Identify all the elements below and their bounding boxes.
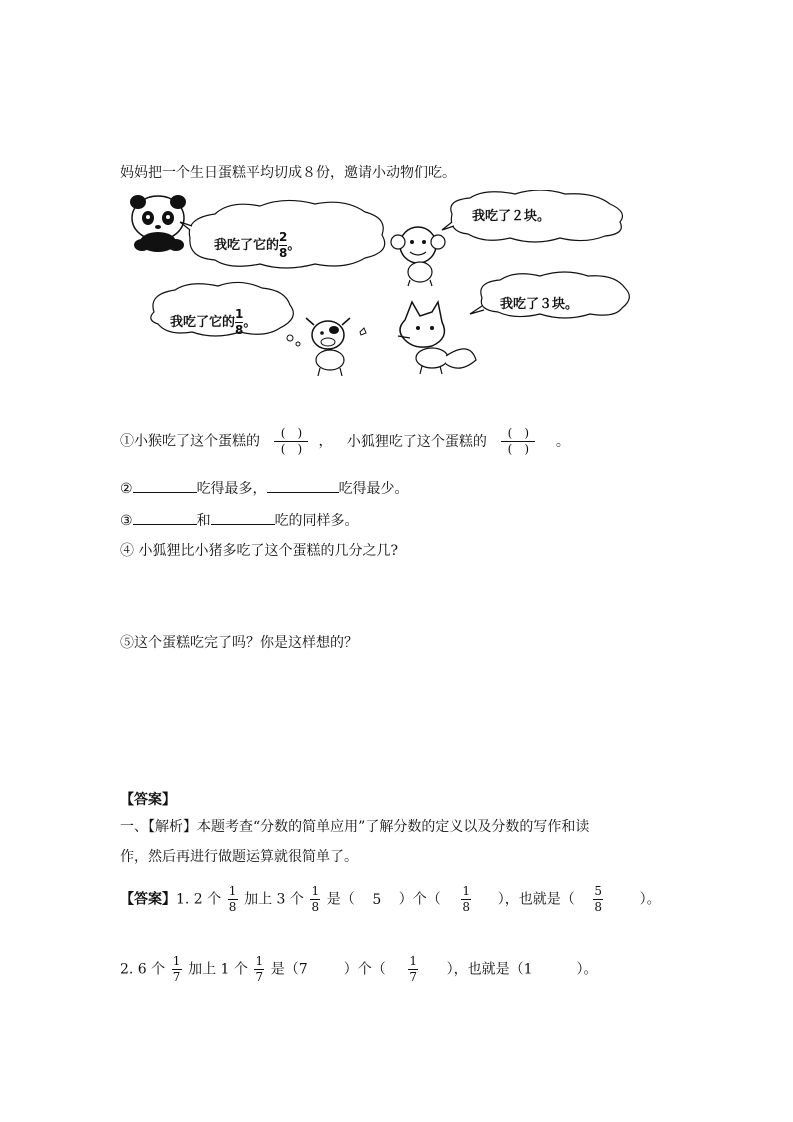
cow-bubble-text: 我吃了它的 $\frac{1}{8}$ 。 xyxy=(170,307,257,337)
answer-fraction-fox[interactable]: $\frac{( )}{( )}$ xyxy=(501,427,535,456)
answer-blank-least[interactable] xyxy=(267,478,339,493)
panda-icon xyxy=(130,195,186,252)
analysis-line-2: 作，然后再进行做题运算就很简单了。 xyxy=(120,849,358,865)
intro-text: 妈妈把一个生日蛋糕平均切成８份，邀请小动物们吃。 xyxy=(120,165,456,181)
fox-icon xyxy=(398,302,476,374)
answer-blank-same-2[interactable] xyxy=(211,510,275,525)
cow-icon xyxy=(306,318,366,376)
answer-fraction-monkey[interactable]: $\frac{( )}{( )}$ xyxy=(274,427,308,456)
question-3: ③ 和 吃的同样多。 xyxy=(120,510,359,531)
answer-2: 2. 6 个 $\frac{1}{7}$ 加上 1 个 $\frac{1}{7}$ 是（7 ）个（ $\frac{1}{7}$ ），也就是（1 ）。 xyxy=(120,954,598,984)
panda-bubble-text: 我吃了它的 $\frac{2}{8}$ 。 xyxy=(214,230,301,260)
fox-bubble-text: 我吃了３块。 xyxy=(500,297,579,312)
monkey-icon xyxy=(391,227,445,286)
question-5: ⑤这个蛋糕吃完了吗？你是这样想的？ xyxy=(120,635,358,651)
analysis-line-1: 一、【解析】本题考查“分数的简单应用”了解分数的定义以及分数的写作和读 xyxy=(120,819,590,835)
question-2: ② 吃得最多， 吃得最少。 xyxy=(120,478,409,499)
answer-1: 【答案】1. 2 个 $\frac{1}{8}$ 加上 3 个 $\frac{1}{8}$ 是（ 5 ）个（ $\frac{1}{8}$ ），也就是（ $\frac{5}{8}$ ）。 xyxy=(120,884,661,914)
question-1: ①小猴吃了这个蛋糕的 $\frac{( )}{( )}$ ， 小狐狸吃了这个蛋糕的 $\frac{( )}{( )}$ 。 xyxy=(120,426,570,456)
answer-blank-same-1[interactable] xyxy=(133,510,197,525)
question-4: ④ 小狐狸比小猪多吃了这个蛋糕的几分之几? xyxy=(120,543,398,559)
monkey-bubble-text: 我吃了２块。 xyxy=(472,209,551,224)
cake-illustration xyxy=(120,190,640,380)
answer-heading: 【答案】 xyxy=(120,792,176,808)
answer-blank-most[interactable] xyxy=(133,478,197,493)
